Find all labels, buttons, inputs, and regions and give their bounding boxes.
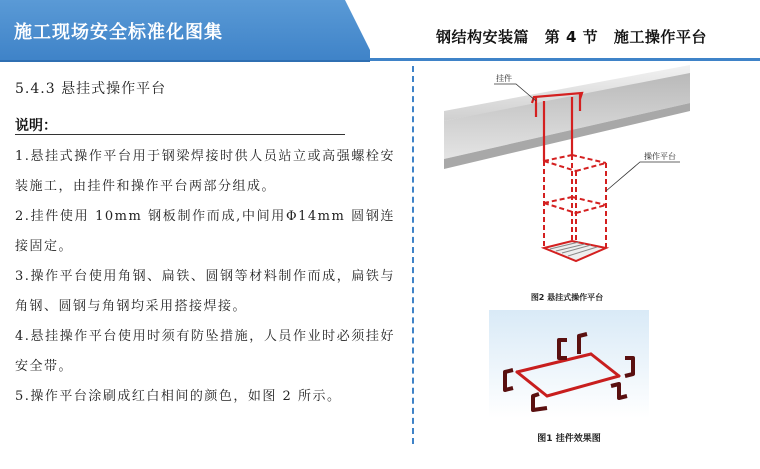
paragraph-1: 1.悬挂式操作平台用于钢梁焊接时供人员站立或高强螺栓安装施工，由挂件和操作平台两部分组成。 (15, 149, 395, 194)
section-title: 5.4.3 悬挂式操作平台 (15, 81, 167, 97)
header-rule (370, 58, 760, 61)
paragraph-5: 5.操作平台涂刷成红白相间的颜色，如图 2 所示。 (15, 389, 342, 404)
atlas-title: 施工现场安全标准化图集 (14, 22, 223, 43)
hanging-platform-figure (444, 63, 690, 293)
column-divider (412, 66, 414, 444)
chapter-section: 第 4 节 (544, 28, 599, 46)
description-body (15, 142, 395, 412)
figure-1-caption: 图1 挂件效果图 (537, 434, 601, 444)
platform-label: 操作平台 (644, 152, 676, 161)
chapter-heading (436, 26, 707, 47)
hanger-effect-figure (489, 310, 649, 418)
paragraph-2: 2.挂件使用 10mm 钢板制作而成,中间用Φ14mm 圆钢连接固定。 (15, 209, 395, 254)
hanger-label: 挂件 (496, 74, 512, 83)
chapter-part: 钢结构安装篇 (436, 28, 530, 46)
description-rule (15, 134, 345, 135)
page-header (0, 0, 760, 62)
paragraph-4: 4.悬挂操作平台使用时须有防坠措施，人员作业时必须挂好安全带。 (15, 329, 395, 374)
paragraph-3: 3.操作平台使用角钢、扁铁、圆钢等材料制作而成，扁铁与角钢、圆钢与角钢均采用搭接焊接。 (15, 269, 395, 314)
header-band-underline (0, 60, 370, 62)
chapter-topic: 施工操作平台 (613, 28, 707, 46)
figure-2-caption: 图2 悬挂式操作平台 (530, 293, 604, 302)
description-label: 说明： (15, 118, 57, 134)
